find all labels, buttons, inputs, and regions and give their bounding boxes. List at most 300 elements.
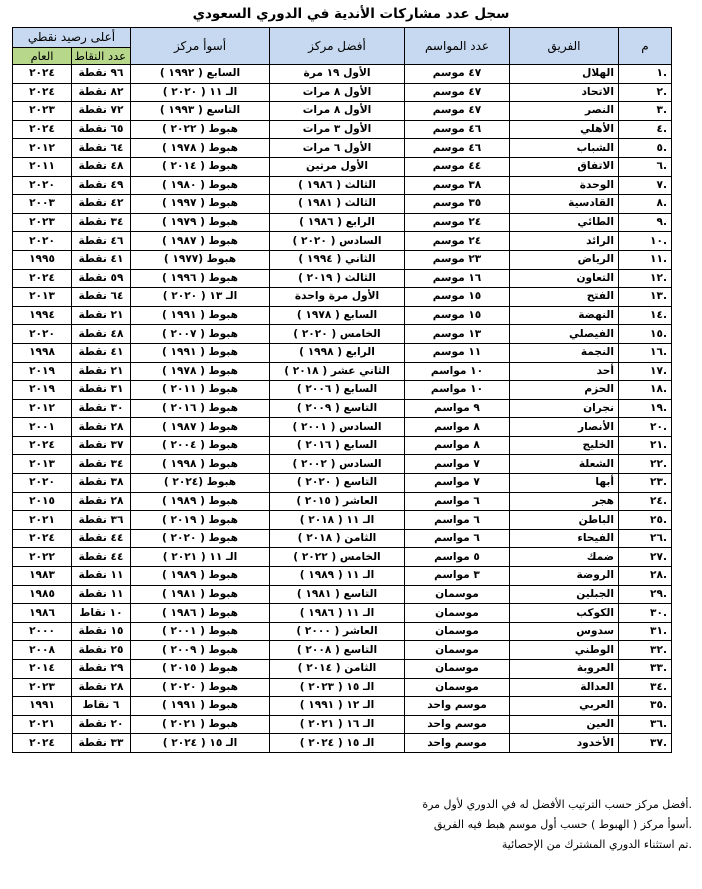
points-value: ٢٥ نقطة <box>72 641 131 660</box>
team-name: الاتحاد <box>510 83 619 102</box>
table-row <box>13 436 672 455</box>
table-row <box>13 678 672 697</box>
seasons-count: ٤٤ موسم <box>405 157 510 176</box>
row-number: .٣٣ <box>619 660 672 679</box>
worst-position: هبوط ( ١٩٨٧ ) <box>131 418 270 437</box>
points-value: ٧٢ نقطة <box>72 102 131 121</box>
team-name: نجران <box>510 399 619 418</box>
seasons-count: ٦ مواسم <box>405 511 510 530</box>
points-value: ٢١ نقطة <box>72 306 131 325</box>
footnotes <box>172 795 692 855</box>
header-points: عدد النقاط <box>72 48 131 65</box>
table-row <box>13 567 672 586</box>
points-year: ٢٠١٣ <box>13 455 72 474</box>
points-year: ٢٠٢٤ <box>13 65 72 84</box>
team-name: أحد <box>510 362 619 381</box>
team-name: أبها <box>510 474 619 493</box>
worst-position: هبوط ( ١٩٩١ ) <box>131 343 270 362</box>
best-position: الـ ١١ ( ١٩٨٦ ) <box>270 604 405 623</box>
worst-position: الـ ١٣ ( ٢٠٢٠ ) <box>131 288 270 307</box>
best-position: الـ ١١ ( ١٩٨٩ ) <box>270 567 405 586</box>
records-table <box>12 27 672 753</box>
seasons-count: ١٦ موسم <box>405 269 510 288</box>
table-row <box>13 65 672 84</box>
worst-position: هبوط ( ١٩٧٩ ) <box>131 213 270 232</box>
row-number: .٢١ <box>619 436 672 455</box>
worst-position: هبوط ( ١٩٨٠ ) <box>131 176 270 195</box>
row-number: .٩ <box>619 213 672 232</box>
seasons-count: ٥ مواسم <box>405 548 510 567</box>
seasons-count: ١٠ مواسم <box>405 381 510 400</box>
best-position: الرابع ( ١٩٨٦ ) <box>270 213 405 232</box>
team-name: العين <box>510 715 619 734</box>
team-name: الباطن <box>510 511 619 530</box>
team-name: الطائي <box>510 213 619 232</box>
table-row <box>13 734 672 753</box>
table-row <box>13 102 672 121</box>
seasons-count: ٤٧ موسم <box>405 102 510 121</box>
best-position: التاسع ( ٢٠٠٩ ) <box>270 399 405 418</box>
points-value: ٤١ نقطة <box>72 343 131 362</box>
points-year: ٢٠٢٠ <box>13 232 72 251</box>
table-row <box>13 120 672 139</box>
points-year: ٢٠٢٣ <box>13 102 72 121</box>
table-row <box>13 83 672 102</box>
seasons-count: ٧ مواسم <box>405 474 510 493</box>
best-position: التاسع ( ٢٠٠٨ ) <box>270 641 405 660</box>
team-name: ضمك <box>510 548 619 567</box>
table-row <box>13 343 672 362</box>
team-name: النصر <box>510 102 619 121</box>
best-position: التاسع ( ١٩٨١ ) <box>270 585 405 604</box>
best-position: الأول ٨ مرات <box>270 102 405 121</box>
points-value: ٣٤ نقطة <box>72 213 131 232</box>
points-year: ٢٠١٥ <box>13 492 72 511</box>
points-value: ٤٤ نقطة <box>72 548 131 567</box>
team-name: سدوس <box>510 622 619 641</box>
worst-position: هبوط ( ٢٠٠٧ ) <box>131 325 270 344</box>
worst-position: هبوط ( ٢٠٠٤ ) <box>131 436 270 455</box>
table-row <box>13 697 672 716</box>
seasons-count: ٦ مواسم <box>405 529 510 548</box>
best-position: الـ ١٥ ( ٢٠٢٣ ) <box>270 678 405 697</box>
seasons-count: موسم واحد <box>405 715 510 734</box>
points-value: ٢٨ نقطة <box>72 418 131 437</box>
header-num: م <box>619 28 672 65</box>
row-number: .٣٤ <box>619 678 672 697</box>
best-position: الخامس ( ٢٠٢٢ ) <box>270 548 405 567</box>
table-row <box>13 604 672 623</box>
team-name: الرائد <box>510 232 619 251</box>
team-name: الفيحاء <box>510 529 619 548</box>
points-year: ١٩٨٦ <box>13 604 72 623</box>
row-number: .٧ <box>619 176 672 195</box>
points-year: ١٩٩٨ <box>13 343 72 362</box>
best-position: الأول ٣ مرات <box>270 120 405 139</box>
worst-position: هبوط ( ١٩٨٩ ) <box>131 492 270 511</box>
points-year: ٢٠٢٤ <box>13 436 72 455</box>
seasons-count: موسم واحد <box>405 697 510 716</box>
points-value: ٤٦ نقطة <box>72 232 131 251</box>
best-position: الثاني ( ١٩٩٤ ) <box>270 250 405 269</box>
points-value: ٢١ نقطة <box>72 362 131 381</box>
team-name: القادسية <box>510 195 619 214</box>
seasons-count: ٣٥ موسم <box>405 195 510 214</box>
table-row <box>13 641 672 660</box>
points-value: ٢٨ نقطة <box>72 492 131 511</box>
points-year: ١٩٨٥ <box>13 585 72 604</box>
table-row <box>13 492 672 511</box>
best-position: السادس ( ٢٠٠١ ) <box>270 418 405 437</box>
row-number: .١٥ <box>619 325 672 344</box>
best-position: السابع ( ٢٠١٦ ) <box>270 436 405 455</box>
row-number: .٣١ <box>619 622 672 641</box>
best-position: الخامس ( ٢٠٢٠ ) <box>270 325 405 344</box>
table-row <box>13 474 672 493</box>
points-year: ٢٠١٩ <box>13 362 72 381</box>
team-name: الرياض <box>510 250 619 269</box>
table-row <box>13 511 672 530</box>
best-position: السادس ( ٢٠٠٢ ) <box>270 455 405 474</box>
best-position: الـ ١٢ ( ١٩٩١ ) <box>270 697 405 716</box>
row-number: .٢٨ <box>619 567 672 586</box>
points-year: ٢٠٢٠ <box>13 325 72 344</box>
table-row <box>13 195 672 214</box>
table-row <box>13 381 672 400</box>
best-position: الرابع ( ١٩٩٨ ) <box>270 343 405 362</box>
table-row <box>13 288 672 307</box>
best-position: الأول ٦ مرات <box>270 139 405 158</box>
points-year: ٢٠١٩ <box>13 381 72 400</box>
worst-position: هبوط ( ١٩٩٦ ) <box>131 269 270 288</box>
team-name: الحزم <box>510 381 619 400</box>
row-number: .٢٠ <box>619 418 672 437</box>
header-seasons: عدد المواسم <box>405 28 510 65</box>
points-year: ٢٠٢٤ <box>13 529 72 548</box>
team-name: الوحدة <box>510 176 619 195</box>
footnote: .أفضل مركز حسب الترتيب الأفضل له في الدوري لأول مرة <box>422 798 692 811</box>
seasons-count: ٤٦ موسم <box>405 139 510 158</box>
points-value: ٦٥ نقطة <box>72 120 131 139</box>
worst-position: هبوط ( ١٩٨٩ ) <box>131 567 270 586</box>
points-value: ٣١ نقطة <box>72 381 131 400</box>
worst-position: هبوط ( ٢٠١٥ ) <box>131 660 270 679</box>
table-row <box>13 176 672 195</box>
row-number: .٤ <box>619 120 672 139</box>
row-number: .٥ <box>619 139 672 158</box>
points-value: ٦٤ نقطة <box>72 288 131 307</box>
points-year: ٢٠٢١ <box>13 715 72 734</box>
row-number: .٣٦ <box>619 715 672 734</box>
points-value: ٨٢ نقطة <box>72 83 131 102</box>
seasons-count: ١٥ موسم <box>405 306 510 325</box>
points-year: ١٩٩٤ <box>13 306 72 325</box>
team-name: الخليج <box>510 436 619 455</box>
best-position: الثالث ( ٢٠١٩ ) <box>270 269 405 288</box>
row-number: .٢٥ <box>619 511 672 530</box>
worst-position: هبوط ( ١٩٨٦ ) <box>131 604 270 623</box>
worst-position: هبوط ( ٢٠١٦ ) <box>131 399 270 418</box>
worst-position: السابع ( ١٩٩٢ ) <box>131 65 270 84</box>
points-year: ٢٠٠٣ <box>13 195 72 214</box>
team-name: العربي <box>510 697 619 716</box>
table-row <box>13 548 672 567</box>
seasons-count: موسمان <box>405 604 510 623</box>
page-title: سجل عدد مشاركات الأندية في الدوري السعودي <box>192 6 510 22</box>
best-position: الـ ١٦ ( ٢٠٢١ ) <box>270 715 405 734</box>
points-year: ٢٠٢٤ <box>13 120 72 139</box>
best-position: الثامن ( ٢٠١٨ ) <box>270 529 405 548</box>
table-row <box>13 306 672 325</box>
team-name: الاتفاق <box>510 157 619 176</box>
seasons-count: ٤٧ موسم <box>405 65 510 84</box>
seasons-count: ١٥ موسم <box>405 288 510 307</box>
points-value: ١١ نقطة <box>72 585 131 604</box>
best-position: التاسع ( ٢٠٢٠ ) <box>270 474 405 493</box>
points-year: ٢٠٢٠ <box>13 176 72 195</box>
table-row <box>13 622 672 641</box>
team-name: العروبة <box>510 660 619 679</box>
worst-position: هبوط ( ١٩٧٨ ) <box>131 362 270 381</box>
best-position: العاشر ( ٢٠١٥ ) <box>270 492 405 511</box>
best-position: السادس ( ٢٠٢٠ ) <box>270 232 405 251</box>
best-position: الأول ١٩ مرة <box>270 65 405 84</box>
row-number: .١٠ <box>619 232 672 251</box>
row-number: .٢٢ <box>619 455 672 474</box>
team-name: النجمة <box>510 343 619 362</box>
points-value: ٤٤ نقطة <box>72 529 131 548</box>
header-worst: أسوأ مركز <box>131 28 270 65</box>
row-number: .٢٦ <box>619 529 672 548</box>
points-year: ٢٠٢٣ <box>13 213 72 232</box>
worst-position: هبوط ( ٢٠١٤ ) <box>131 157 270 176</box>
team-name: الفتح <box>510 288 619 307</box>
points-value: ٥٩ نقطة <box>72 269 131 288</box>
worst-position: هبوط ( ٢٠٠٩ ) <box>131 641 270 660</box>
header-row <box>13 28 672 48</box>
worst-position: الـ ١١ ( ٢٠٢٠ ) <box>131 83 270 102</box>
points-value: ٤٨ نقطة <box>72 157 131 176</box>
team-name: الروضة <box>510 567 619 586</box>
points-year: ٢٠٢٣ <box>13 678 72 697</box>
best-position: الأول ٨ مرات <box>270 83 405 102</box>
points-year: ٢٠٢٢ <box>13 548 72 567</box>
row-number: .١٤ <box>619 306 672 325</box>
worst-position: الـ ١١ ( ٢٠٢١ ) <box>131 548 270 567</box>
worst-position: هبوط ( ١٩٩٧ ) <box>131 195 270 214</box>
worst-position: الـ ١٥ ( ٢٠٢٤ ) <box>131 734 270 753</box>
seasons-count: ٣ مواسم <box>405 567 510 586</box>
row-number: .٨ <box>619 195 672 214</box>
team-name: التعاون <box>510 269 619 288</box>
table-row <box>13 418 672 437</box>
seasons-count: ٨ مواسم <box>405 418 510 437</box>
best-position: الأول مرة واحدة <box>270 288 405 307</box>
best-position: السابع ( ١٩٧٨ ) <box>270 306 405 325</box>
points-year: ٢٠١٤ <box>13 660 72 679</box>
row-number: .١٣ <box>619 288 672 307</box>
team-name: الأهلي <box>510 120 619 139</box>
row-number: .٣٥ <box>619 697 672 716</box>
team-name: الأنصار <box>510 418 619 437</box>
worst-position: هبوط (٢٠٢٤ ) <box>131 474 270 493</box>
seasons-count: موسمان <box>405 622 510 641</box>
worst-position: هبوط ( ١٩٨٧ ) <box>131 232 270 251</box>
row-number: .٢٣ <box>619 474 672 493</box>
seasons-count: ٦ مواسم <box>405 492 510 511</box>
seasons-count: ١١ موسم <box>405 343 510 362</box>
row-number: .١٦ <box>619 343 672 362</box>
best-position: الثالث ( ١٩٨١ ) <box>270 195 405 214</box>
header-top-points-group: أعلى رصيد نقطي <box>13 28 131 48</box>
row-number: .٦ <box>619 157 672 176</box>
seasons-count: ٢٤ موسم <box>405 213 510 232</box>
table-row <box>13 660 672 679</box>
row-number: .١٩ <box>619 399 672 418</box>
team-name: الكوكب <box>510 604 619 623</box>
points-year: ١٩٩١ <box>13 697 72 716</box>
worst-position: هبوط ( ٢٠٢١ ) <box>131 715 270 734</box>
seasons-count: ٣٨ موسم <box>405 176 510 195</box>
table-row <box>13 325 672 344</box>
points-value: ٣٨ نقطة <box>72 474 131 493</box>
worst-position: هبوط ( ١٩٨١ ) <box>131 585 270 604</box>
table-row <box>13 157 672 176</box>
footnote: .أسوأ مركز ( الهبوط ) حسب أول موسم هبط فيه الفريق <box>433 818 692 831</box>
best-position: الـ ١٥ ( ٢٠٢٤ ) <box>270 734 405 753</box>
points-value: ٣٤ نقطة <box>72 455 131 474</box>
table-row <box>13 139 672 158</box>
team-name: الشعلة <box>510 455 619 474</box>
team-name: الهلال <box>510 65 619 84</box>
row-number: .٣٧ <box>619 734 672 753</box>
points-value: ٢٩ نقطة <box>72 660 131 679</box>
points-year: ١٩٩٥ <box>13 250 72 269</box>
team-name: هجر <box>510 492 619 511</box>
table-row <box>13 250 672 269</box>
row-number: .١٢ <box>619 269 672 288</box>
best-position: السابع ( ٢٠٠٦ ) <box>270 381 405 400</box>
table-row <box>13 455 672 474</box>
table-row <box>13 362 672 381</box>
header-year: العام <box>13 48 72 65</box>
points-year: ٢٠١٣ <box>13 288 72 307</box>
row-number: .٣٢ <box>619 641 672 660</box>
seasons-count: ٤٦ موسم <box>405 120 510 139</box>
seasons-count: ٩ مواسم <box>405 399 510 418</box>
header-best: أفضل مركز <box>270 28 405 65</box>
worst-position: هبوط (١٩٧٧ ) <box>131 250 270 269</box>
row-number: .١ <box>619 65 672 84</box>
seasons-count: موسم واحد <box>405 734 510 753</box>
points-year: ٢٠٠٨ <box>13 641 72 660</box>
row-number: .٢٧ <box>619 548 672 567</box>
points-value: ٣٧ نقطة <box>72 436 131 455</box>
table-row <box>13 585 672 604</box>
footnote: .تم استثناء الدوري المشترك من الإحصائية <box>501 838 692 851</box>
table-row <box>13 213 672 232</box>
worst-position: هبوط ( ٢٠٠١ ) <box>131 622 270 641</box>
points-value: ٤٢ نقطة <box>72 195 131 214</box>
best-position: الثالث ( ١٩٨٦ ) <box>270 176 405 195</box>
points-value: ٣٠ نقطة <box>72 399 131 418</box>
team-name: العدالة <box>510 678 619 697</box>
row-number: .٢ <box>619 83 672 102</box>
seasons-count: موسمان <box>405 678 510 697</box>
team-name: الوطني <box>510 641 619 660</box>
points-value: ٩٦ نقطة <box>72 65 131 84</box>
worst-position: هبوط ( ٢٠٢٠ ) <box>131 529 270 548</box>
table-row <box>13 715 672 734</box>
seasons-count: موسمان <box>405 660 510 679</box>
points-value: ٤١ نقطة <box>72 250 131 269</box>
best-position: الثاني عشر ( ٢٠١٨ ) <box>270 362 405 381</box>
points-year: ٢٠٢٠ <box>13 474 72 493</box>
points-year: ٢٠٢١ <box>13 511 72 530</box>
points-value: ٤٩ نقطة <box>72 176 131 195</box>
points-value: ٢٠ نقطة <box>72 715 131 734</box>
worst-position: هبوط ( ١٩٩١ ) <box>131 306 270 325</box>
seasons-count: موسمان <box>405 585 510 604</box>
team-name: الجبلين <box>510 585 619 604</box>
team-name: الأخدود <box>510 734 619 753</box>
row-number: .٣٠ <box>619 604 672 623</box>
seasons-count: ٧ مواسم <box>405 455 510 474</box>
worst-position: هبوط ( ٢٠١١ ) <box>131 381 270 400</box>
row-number: .١٨ <box>619 381 672 400</box>
best-position: الثامن ( ٢٠١٤ ) <box>270 660 405 679</box>
points-year: ٢٠٠١ <box>13 418 72 437</box>
worst-position: هبوط ( ٢٠٢٢ ) <box>131 120 270 139</box>
points-year: ٢٠١٢ <box>13 399 72 418</box>
worst-position: هبوط ( ١٩٧٨ ) <box>131 139 270 158</box>
points-year: ٢٠٢٤ <box>13 83 72 102</box>
table-row <box>13 232 672 251</box>
team-name: الشباب <box>510 139 619 158</box>
worst-position: هبوط ( ٢٠٢٠ ) <box>131 678 270 697</box>
worst-position: التاسع ( ١٩٩٣ ) <box>131 102 270 121</box>
row-number: .٢٤ <box>619 492 672 511</box>
row-number: .٢٩ <box>619 585 672 604</box>
seasons-count: ٤٧ موسم <box>405 83 510 102</box>
points-year: ٢٠٢٤ <box>13 269 72 288</box>
records-body <box>13 65 672 753</box>
points-year: ٢٠١٢ <box>13 139 72 158</box>
points-value: ٦٤ نقطة <box>72 139 131 158</box>
points-value: ٤٨ نقطة <box>72 325 131 344</box>
worst-position: هبوط ( ٢٠١٩ ) <box>131 511 270 530</box>
team-name: النهضة <box>510 306 619 325</box>
worst-position: هبوط ( ١٩٩٨ ) <box>131 455 270 474</box>
points-value: ١٥ نقطة <box>72 622 131 641</box>
best-position: الـ ١١ ( ٢٠١٨ ) <box>270 511 405 530</box>
row-number: .١١ <box>619 250 672 269</box>
points-year: ١٩٨٣ <box>13 567 72 586</box>
header-team: الفريق <box>510 28 619 65</box>
best-position: الأول مرتين <box>270 157 405 176</box>
row-number: .٣ <box>619 102 672 121</box>
points-value: ٣٦ نقطة <box>72 511 131 530</box>
seasons-count: ١٣ موسم <box>405 325 510 344</box>
table-row <box>13 269 672 288</box>
seasons-count: ٢٣ موسم <box>405 250 510 269</box>
worst-position: هبوط ( ١٩٩١ ) <box>131 697 270 716</box>
table-row <box>13 399 672 418</box>
points-year: ٢٠١١ <box>13 157 72 176</box>
seasons-count: ٨ مواسم <box>405 436 510 455</box>
seasons-count: موسمان <box>405 641 510 660</box>
table-row <box>13 529 672 548</box>
